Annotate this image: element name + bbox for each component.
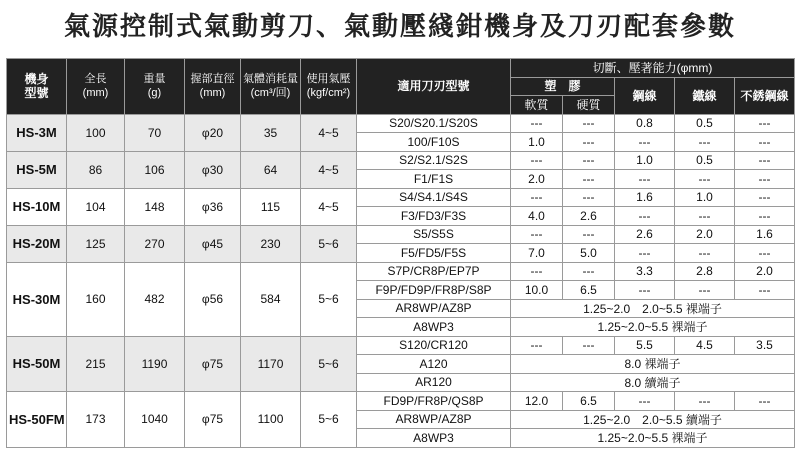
hard-cell: --- [563, 225, 615, 244]
blade-cell: FD9P/FR8P/QS8P [357, 392, 511, 411]
header-plastic: 塑 膠 [511, 77, 615, 96]
air-cell: 230 [241, 225, 301, 262]
steel-cell: --- [615, 244, 675, 263]
stainless-cell: --- [735, 244, 795, 263]
grip-cell: φ56 [185, 262, 241, 336]
iron-cell: --- [675, 244, 735, 263]
capacity-merged-cell: 1.25~2.0~5.5 裸端子 [511, 429, 795, 448]
blade-cell: A8WP3 [357, 318, 511, 337]
table-row [7, 225, 795, 244]
header-soft: 軟質 [511, 96, 563, 115]
table-row [7, 114, 795, 133]
capacity-merged-cell: 1.25~2.0 2.0~5.5 裸端子 [511, 299, 795, 318]
steel-cell: 2.6 [615, 225, 675, 244]
air-cell: 115 [241, 188, 301, 225]
iron-cell: --- [675, 207, 735, 226]
iron-cell: 2.0 [675, 225, 735, 244]
blade-cell: AR8WP/AZ8P [357, 299, 511, 318]
model-cell: HS-5M [7, 151, 67, 188]
model-cell: HS-20M [7, 225, 67, 262]
blade-cell: S2/S2.1/S2S [357, 151, 511, 170]
soft-cell: --- [511, 262, 563, 281]
weight-cell: 270 [125, 225, 185, 262]
soft-cell: 10.0 [511, 281, 563, 300]
pressure-cell: 5~6 [301, 225, 357, 262]
weight-cell: 1040 [125, 392, 185, 448]
table-row [7, 392, 795, 411]
soft-cell: 1.0 [511, 133, 563, 152]
steel-cell: --- [615, 170, 675, 189]
grip-cell: φ75 [185, 336, 241, 392]
header-iron: 鐵線 [675, 77, 735, 114]
pressure-cell: 4~5 [301, 114, 357, 151]
hard-cell: 6.5 [563, 392, 615, 411]
air-cell: 64 [241, 151, 301, 188]
capacity-merged-cell: 8.0 續端子 [511, 373, 795, 392]
iron-cell: 2.8 [675, 262, 735, 281]
soft-cell: 4.0 [511, 207, 563, 226]
air-cell: 1170 [241, 336, 301, 392]
header-air: 氣體消耗量 (cm³/回) [241, 59, 301, 115]
length-cell: 86 [67, 151, 125, 188]
iron-cell: 4.5 [675, 336, 735, 355]
iron-cell: 0.5 [675, 114, 735, 133]
blade-cell: AR120 [357, 373, 511, 392]
soft-cell: --- [511, 151, 563, 170]
spec-table-body [7, 114, 795, 447]
soft-cell: 2.0 [511, 170, 563, 189]
iron-cell: --- [675, 133, 735, 152]
capacity-merged-cell: 1.25~2.0~5.5 裸端子 [511, 318, 795, 337]
model-cell: HS-50M [7, 336, 67, 392]
blade-cell: 100/F10S [357, 133, 511, 152]
model-cell: HS-3M [7, 114, 67, 151]
table-row [7, 262, 795, 281]
blade-cell: F5/FD5/F5S [357, 244, 511, 263]
soft-cell: --- [511, 114, 563, 133]
table-row [7, 188, 795, 207]
blade-cell: A120 [357, 355, 511, 374]
pressure-cell: 4~5 [301, 188, 357, 225]
length-cell: 125 [67, 225, 125, 262]
soft-cell: --- [511, 225, 563, 244]
stainless-cell: 2.0 [735, 262, 795, 281]
hard-cell: 2.6 [563, 207, 615, 226]
stainless-cell: --- [735, 207, 795, 226]
weight-cell: 1190 [125, 336, 185, 392]
stainless-cell: --- [735, 392, 795, 411]
header-weight: 重量 (g) [125, 59, 185, 115]
blade-cell: A8WP3 [357, 429, 511, 448]
header-blade: 適用刀刃型號 [357, 59, 511, 115]
iron-cell: --- [675, 281, 735, 300]
header-capacity: 切斷、壓著能力(φmm) [511, 59, 795, 78]
steel-cell: 1.0 [615, 151, 675, 170]
soft-cell: 12.0 [511, 392, 563, 411]
soft-cell: --- [511, 336, 563, 355]
blade-cell: F1/F1S [357, 170, 511, 189]
steel-cell: --- [615, 281, 675, 300]
blade-cell: AR8WP/AZ8P [357, 410, 511, 429]
length-cell: 215 [67, 336, 125, 392]
length-cell: 104 [67, 188, 125, 225]
header-length: 全長 (mm) [67, 59, 125, 115]
steel-cell: --- [615, 392, 675, 411]
stainless-cell: --- [735, 114, 795, 133]
spec-table [6, 58, 795, 448]
table-row [7, 336, 795, 355]
stainless-cell: --- [735, 281, 795, 300]
length-cell: 160 [67, 262, 125, 336]
grip-cell: φ36 [185, 188, 241, 225]
weight-cell: 482 [125, 262, 185, 336]
hard-cell: --- [563, 151, 615, 170]
stainless-cell: --- [735, 170, 795, 189]
model-cell: HS-10M [7, 188, 67, 225]
blade-cell: S20/S20.1/S20S [357, 114, 511, 133]
hard-cell: --- [563, 188, 615, 207]
header-grip: 握部直徑 (mm) [185, 59, 241, 115]
stainless-cell: 3.5 [735, 336, 795, 355]
air-cell: 1100 [241, 392, 301, 448]
pressure-cell: 5~6 [301, 336, 357, 392]
blade-cell: S4/S4.1/S4S [357, 188, 511, 207]
length-cell: 100 [67, 114, 125, 151]
air-cell: 584 [241, 262, 301, 336]
soft-cell: --- [511, 188, 563, 207]
page-title: 氣源控制式氣動剪刀、氣動壓綫鉗機身及刀刃配套參數 [63, 12, 736, 42]
model-cell: HS-50FM [7, 392, 67, 448]
grip-cell: φ45 [185, 225, 241, 262]
air-cell: 35 [241, 114, 301, 151]
grip-cell: φ20 [185, 114, 241, 151]
hard-cell: 5.0 [563, 244, 615, 263]
grip-cell: φ30 [185, 151, 241, 188]
capacity-merged-cell: 8.0 裸端子 [511, 355, 795, 374]
hard-cell: --- [563, 336, 615, 355]
model-cell: HS-30M [7, 262, 67, 336]
weight-cell: 70 [125, 114, 185, 151]
hard-cell: 6.5 [563, 281, 615, 300]
pressure-cell: 5~6 [301, 392, 357, 448]
hard-cell: --- [563, 262, 615, 281]
capacity-merged-cell: 1.25~2.0 2.0~5.5 續端子 [511, 410, 795, 429]
length-cell: 173 [67, 392, 125, 448]
stainless-cell: 1.6 [735, 225, 795, 244]
blade-cell: F9P/FD9P/FR8P/S8P [357, 281, 511, 300]
soft-cell: 7.0 [511, 244, 563, 263]
grip-cell: φ75 [185, 392, 241, 448]
stainless-cell: --- [735, 188, 795, 207]
steel-cell: 3.3 [615, 262, 675, 281]
header-model: 機身 型號 [7, 59, 67, 115]
steel-cell: 0.8 [615, 114, 675, 133]
blade-cell: F3/FD3/F3S [357, 207, 511, 226]
blade-cell: S5/S5S [357, 225, 511, 244]
steel-cell: 1.6 [615, 188, 675, 207]
header-pressure: 使用氣壓 (kgf/cm²) [301, 59, 357, 115]
iron-cell: --- [675, 392, 735, 411]
iron-cell: 0.5 [675, 151, 735, 170]
table-row [7, 151, 795, 170]
weight-cell: 106 [125, 151, 185, 188]
steel-cell: --- [615, 133, 675, 152]
pressure-cell: 5~6 [301, 262, 357, 336]
stainless-cell: --- [735, 133, 795, 152]
header-stainless: 不銹鋼線 [735, 77, 795, 114]
hard-cell: --- [563, 114, 615, 133]
header-steel: 鋼線 [615, 77, 675, 114]
header-hard: 硬質 [563, 96, 615, 115]
hard-cell: --- [563, 133, 615, 152]
stainless-cell: --- [735, 151, 795, 170]
iron-cell: --- [675, 170, 735, 189]
iron-cell: 1.0 [675, 188, 735, 207]
blade-cell: S7P/CR8P/EP7P [357, 262, 511, 281]
blade-cell: S120/CR120 [357, 336, 511, 355]
pressure-cell: 4~5 [301, 151, 357, 188]
hard-cell: --- [563, 170, 615, 189]
steel-cell: 5.5 [615, 336, 675, 355]
weight-cell: 148 [125, 188, 185, 225]
steel-cell: --- [615, 207, 675, 226]
